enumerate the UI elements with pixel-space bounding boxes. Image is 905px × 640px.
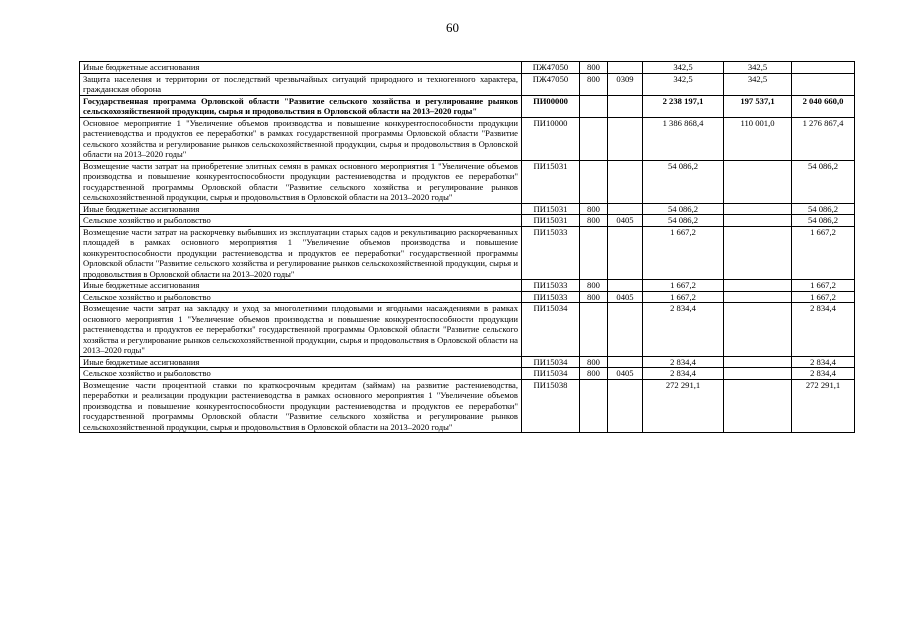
row-amount-b: 1 276 867,4 <box>792 117 855 160</box>
row-total: 1 386 868,4 <box>643 117 724 160</box>
row-section <box>608 303 643 357</box>
table-row <box>80 368 855 380</box>
row-amount-a: 197 537,1 <box>724 95 792 117</box>
row-total: 1 667,2 <box>643 280 724 292</box>
row-total: 1 667,2 <box>643 291 724 303</box>
table-row <box>80 117 855 160</box>
table-row <box>80 379 855 433</box>
row-code: ПИ10000 <box>522 117 580 160</box>
row-name: Возмещение части затрат на закладку и уход за многолетними плодовыми и ягодными насаждениями в рамках основного мероприятия 1 "Увеличение объемов производства и повышение конкурентоспособности продукции растениеводства и продуктов ее переработки" государственной программы Орловской области "Развитие сельского хозяйства и регулирование рынков сельскохозяйственной продукции, сырья и продовольствия в Орловской области на 2013–2020 годы" <box>80 303 522 357</box>
row-amount-b: 2 040 660,0 <box>792 95 855 117</box>
row-amount-b: 54 086,2 <box>792 203 855 215</box>
row-expense-type <box>580 160 608 203</box>
row-code: ПИ15038 <box>522 379 580 433</box>
row-expense-type: 800 <box>580 291 608 303</box>
row-amount-a <box>724 368 792 380</box>
row-total: 2 238 197,1 <box>643 95 724 117</box>
table-row <box>80 203 855 215</box>
row-amount-b: 2 834,4 <box>792 356 855 368</box>
row-amount-a <box>724 303 792 357</box>
row-code: ПИ15031 <box>522 215 580 227</box>
row-section: 0309 <box>608 73 643 95</box>
row-code: ПИ15034 <box>522 303 580 357</box>
row-amount-b: 272 291,1 <box>792 379 855 433</box>
row-expense-type: 800 <box>580 62 608 74</box>
table-row <box>80 226 855 280</box>
table-row <box>80 160 855 203</box>
row-name: Сельское хозяйство и рыболовство <box>80 368 522 380</box>
row-amount-b: 1 667,2 <box>792 291 855 303</box>
row-section <box>608 203 643 215</box>
row-total: 54 086,2 <box>643 215 724 227</box>
row-amount-b: 1 667,2 <box>792 226 855 280</box>
table-row <box>80 303 855 357</box>
row-total: 1 667,2 <box>643 226 724 280</box>
row-total: 54 086,2 <box>643 160 724 203</box>
row-amount-a: 110 001,0 <box>724 117 792 160</box>
row-section <box>608 356 643 368</box>
row-section <box>608 95 643 117</box>
row-amount-a <box>724 215 792 227</box>
row-amount-a <box>724 280 792 292</box>
table-row <box>80 73 855 95</box>
row-code: ПЖ47050 <box>522 73 580 95</box>
row-expense-type <box>580 117 608 160</box>
row-expense-type: 800 <box>580 280 608 292</box>
row-code: ПЖ47050 <box>522 62 580 74</box>
row-name: Иные бюджетные ассигнования <box>80 356 522 368</box>
row-code: ПИ15034 <box>522 356 580 368</box>
row-amount-b: 1 667,2 <box>792 280 855 292</box>
row-amount-b: 2 834,4 <box>792 303 855 357</box>
row-amount-a <box>724 379 792 433</box>
row-code: ПИ15033 <box>522 291 580 303</box>
row-expense-type: 800 <box>580 73 608 95</box>
table-row <box>80 291 855 303</box>
row-section <box>608 62 643 74</box>
row-total: 54 086,2 <box>643 203 724 215</box>
row-amount-a <box>724 203 792 215</box>
row-code: ПИ15033 <box>522 280 580 292</box>
page-number: 60 <box>446 20 459 35</box>
row-amount-a <box>724 226 792 280</box>
row-amount-b <box>792 62 855 74</box>
row-name: Иные бюджетные ассигнования <box>80 62 522 74</box>
row-amount-b: 2 834,4 <box>792 368 855 380</box>
row-section: 0405 <box>608 215 643 227</box>
row-code: ПИ15034 <box>522 368 580 380</box>
row-section <box>608 160 643 203</box>
row-expense-type <box>580 379 608 433</box>
table-row <box>80 95 855 117</box>
row-amount-b: 54 086,2 <box>792 160 855 203</box>
row-name: Государственная программа Орловской области "Развитие сельского хозяйства и регулирование рынков сельскохозяйственной продукции, сырья и продовольствия в Орловской области на 2013–2020 годы" <box>80 95 522 117</box>
row-name: Иные бюджетные ассигнования <box>80 203 522 215</box>
row-name: Сельское хозяйство и рыболовство <box>80 215 522 227</box>
table-row <box>80 215 855 227</box>
row-total: 2 834,4 <box>643 303 724 357</box>
row-section <box>608 379 643 433</box>
row-name: Сельское хозяйство и рыболовство <box>80 291 522 303</box>
row-amount-a: 342,5 <box>724 62 792 74</box>
row-amount-b: 54 086,2 <box>792 215 855 227</box>
row-expense-type <box>580 95 608 117</box>
row-section <box>608 226 643 280</box>
budget-table <box>79 61 855 433</box>
row-amount-a <box>724 291 792 303</box>
row-expense-type: 800 <box>580 356 608 368</box>
row-code: ПИ00000 <box>522 95 580 117</box>
row-name: Возмещение части затрат на приобретение элитных семян в рамках основного мероприятия 1 "Увеличение объемов производства и повышение конкурентоспособности продукции растениеводства и продуктов ее переработки" государственной программы Орловской области "Развитие сельского хозяйства и регулирование рынков сельскохозяйственной продукции, сырья и продовольствия в Орловской области на 2013–2020 годы" <box>80 160 522 203</box>
row-section <box>608 280 643 292</box>
row-total: 272 291,1 <box>643 379 724 433</box>
budget-table-body <box>80 62 855 433</box>
row-amount-a <box>724 160 792 203</box>
row-total: 342,5 <box>643 73 724 95</box>
row-name: Основное мероприятие 1 "Увеличение объемов производства и повышение конкурентоспособности продукции растениеводства и продуктов ее переработки" в рамках государственной программы Орловской области "Развитие сельского хозяйства и регулирование рынков сельскохозяйственной продукции, сырья и продовольствия в Орловской области на 2013–2020 годы" <box>80 117 522 160</box>
row-section <box>608 117 643 160</box>
row-name: Защита населения и территории от последствий чрезвычайных ситуаций природного и техногенного характера, гражданская оборона <box>80 73 522 95</box>
row-expense-type: 800 <box>580 215 608 227</box>
table-row <box>80 62 855 74</box>
row-name: Иные бюджетные ассигнования <box>80 280 522 292</box>
table-row <box>80 356 855 368</box>
row-total: 342,5 <box>643 62 724 74</box>
row-name: Возмещение части процентной ставки по краткосрочным кредитам (займам) на развитие растениеводства, переработки и реализации продукции растениеводства в рамках основного мероприятия 1 "Увеличение объемов производства и повышение конкурентоспособности продукции растениеводства и продуктов ее переработки" государственной программы Орловской области "Развитие сельского хозяйства и регулирование рынков сельскохозяйственной продукции, сырья и продовольствия в Орловской области на 2013–2020 годы" <box>80 379 522 433</box>
row-section: 0405 <box>608 368 643 380</box>
row-amount-b <box>792 73 855 95</box>
row-expense-type <box>580 226 608 280</box>
row-amount-a <box>724 356 792 368</box>
row-expense-type: 800 <box>580 203 608 215</box>
table-row <box>80 280 855 292</box>
row-expense-type: 800 <box>580 368 608 380</box>
row-code: ПИ15033 <box>522 226 580 280</box>
row-expense-type <box>580 303 608 357</box>
row-total: 2 834,4 <box>643 368 724 380</box>
row-section: 0405 <box>608 291 643 303</box>
row-amount-a: 342,5 <box>724 73 792 95</box>
row-total: 2 834,4 <box>643 356 724 368</box>
row-code: ПИ15031 <box>522 160 580 203</box>
row-name: Возмещение части затрат на раскорчевку выбывших из эксплуатации старых садов и рекультивацию раскорчеванных площадей в рамках основного мероприятия 1 "Увеличение объемов производства и повышение конкурентоспособности продукции растениеводства и продуктов ее переработки" государственной программы Орловской области "Развитие сельского хозяйства и регулирование рынков сельскохозяйственной продукции, сырья и продовольствия в Орловской области на 2013–2020 годы" <box>80 226 522 280</box>
row-code: ПИ15031 <box>522 203 580 215</box>
